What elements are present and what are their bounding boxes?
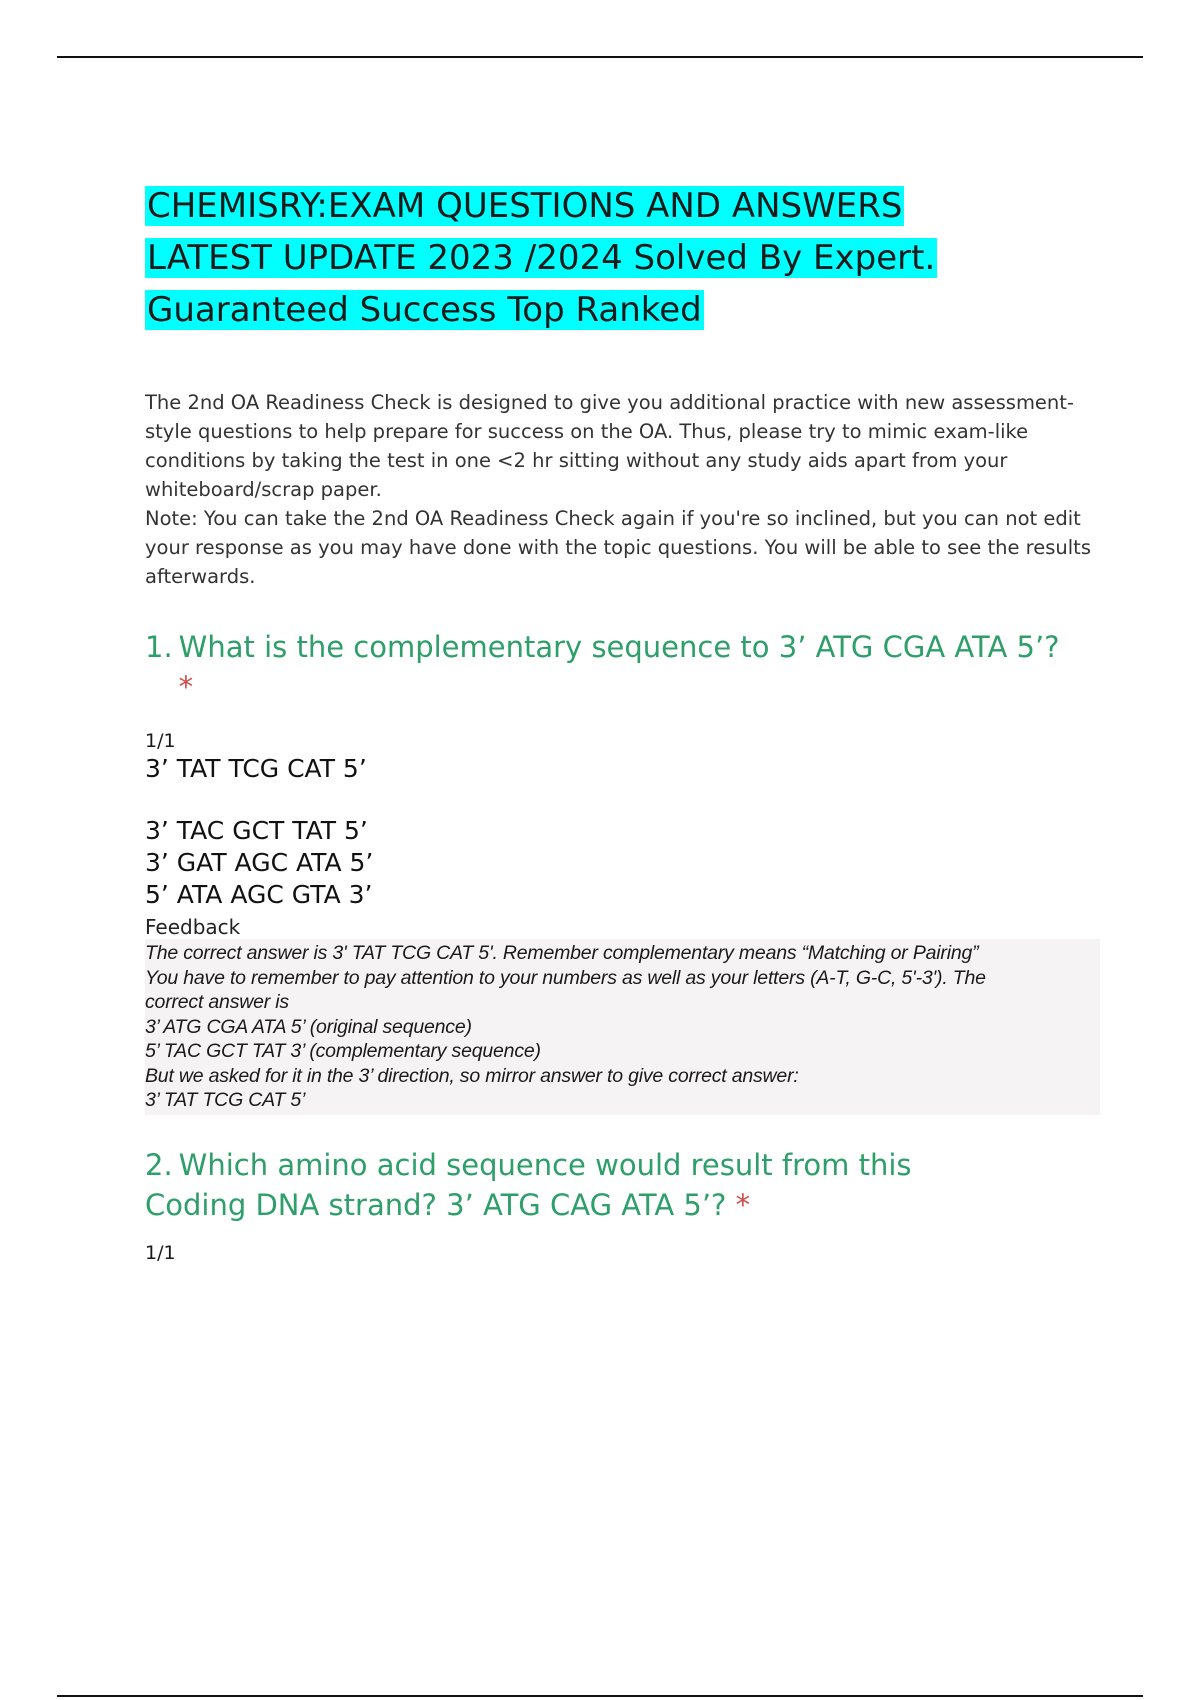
- question-prompt-line1: Which amino acid sequence would result from this: [178, 1147, 912, 1182]
- question-1-heading: [145, 627, 1105, 707]
- question-text: [179, 1145, 1105, 1185]
- question-2-heading-cont: [145, 1185, 1105, 1225]
- top-rule: [57, 56, 1143, 58]
- feedback-line: 5’ TAC GCT TAT 3’ (complementary sequence): [145, 1040, 541, 1062]
- title-line: LATEST UPDATE 2023 /2024 Solved By Expert.: [147, 238, 936, 278]
- question-1-score: 1/1: [145, 730, 176, 752]
- required-mark: *: [178, 670, 194, 704]
- intro-text: [145, 388, 1105, 591]
- question-number: 1.: [145, 630, 173, 664]
- feedback-line: The correct answer is 3' TAT TCG CAT 5'. Remember complementary means “Matching or Pairing”: [145, 942, 979, 964]
- document-title: [145, 180, 1105, 336]
- title-line: CHEMISRY:EXAM QUESTIONS AND ANSWERS: [147, 186, 903, 226]
- title-line: Guaranteed Success Top Ranked: [147, 290, 702, 330]
- feedback-box: [145, 939, 1100, 1115]
- bottom-rule: [57, 1695, 1143, 1697]
- question-prompt-line2: Coding DNA strand? 3’ ATG CAG ATA 5’?: [145, 1187, 727, 1222]
- question-2-heading: [145, 1145, 1105, 1185]
- required-mark: *: [735, 1187, 751, 1222]
- feedback-line: 3’ ATG CGA ATA 5’ (original sequence): [145, 1015, 472, 1038]
- question-1-options: [145, 753, 1105, 911]
- feedback-line: 3’ TAT TCG CAT 5’: [145, 1089, 306, 1111]
- document-body: [145, 180, 1105, 1265]
- feedback-label: Feedback: [145, 915, 241, 939]
- answer-option: 3’ GAT AGC ATA 5’: [145, 848, 374, 877]
- question-2-score: 1/1: [145, 1241, 176, 1264]
- feedback-line: But we asked for it in the 3’ direction, so mirror answer to give correct answer:: [145, 1064, 799, 1087]
- intro-note: Note: You can take the 2nd OA Readiness Check again if you're so inclined, but you can not edit your response as you may have done with the topic questions. You will be able to see the results afterwards.: [145, 507, 1091, 588]
- feedback-line: correct answer is: [145, 991, 289, 1013]
- question-text: [179, 627, 1105, 707]
- intro-paragraph: The 2nd OA Readiness Check is designed to give you additional practice with new assessment-style questions to help prepare for success on the OA. Thus, please try to mimic exam-like conditions by taking the test in one <2 hr sitting without any study aids apart from your whiteboard/scrap paper.: [145, 391, 1074, 501]
- question-prompt: What is the complementary sequence to 3’ ATG CGA ATA 5’?: [178, 630, 1060, 664]
- answer-option: 3’ TAT TCG CAT 5’: [145, 754, 367, 783]
- question-number: 2.: [145, 1147, 173, 1182]
- feedback-line: You have to remember to pay attention to your numbers as well as your letters (A-T, G-C, 5'-3'). The: [145, 966, 986, 989]
- answer-option: 3’ TAC GCT TAT 5’: [145, 816, 368, 845]
- answer-option: 5’ ATA AGC GTA 3’: [145, 880, 373, 909]
